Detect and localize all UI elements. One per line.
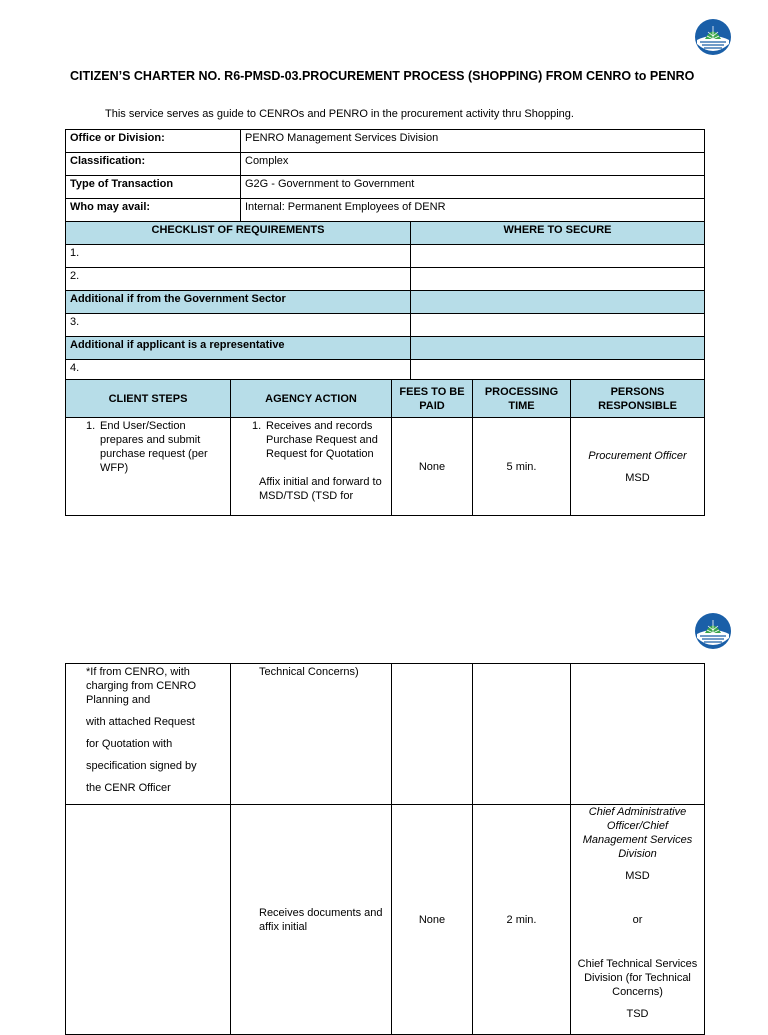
fees-cell: None (392, 418, 473, 516)
where-to-secure-cell (411, 245, 705, 268)
persons-responsible-cell (571, 805, 705, 1035)
checklist-row (66, 245, 705, 268)
processing-time-cell: 2 min. (473, 805, 571, 1035)
info-value: G2G - Government to Government (241, 176, 705, 199)
info-label: Office or Division: (66, 130, 241, 153)
info-row (66, 199, 705, 222)
where-to-secure-cell (411, 291, 705, 314)
denr-logo (694, 18, 732, 56)
fees-header: FEES TO BE PAID (392, 380, 473, 418)
checklist-item: 2. (66, 268, 411, 291)
client-step-cell (66, 805, 231, 1035)
checklist-row (66, 268, 705, 291)
agency-action (252, 419, 387, 461)
client-step-text: *If from CENRO, with charging from CENRO Planning and (86, 666, 197, 706)
info-row (66, 176, 705, 199)
persons-responsible-cell (571, 664, 705, 805)
checklist-item: 3. (66, 314, 411, 337)
where-to-secure-cell (411, 268, 705, 291)
action-number: 1. (252, 420, 262, 432)
info-row (66, 130, 705, 153)
client-step (86, 419, 226, 475)
client-step-text: specification signed by (86, 760, 197, 772)
person-responsible: Chief Technical Services Division (for Technical Concerns) (577, 958, 698, 998)
fees-cell (392, 664, 473, 805)
processing-time-cell: 5 min. (473, 418, 571, 516)
agency-action-cell: Technical Concerns) (231, 664, 392, 805)
person-responsible: Procurement Officer (588, 449, 687, 462)
page-subtitle: This service serves as guide to CENROs and PENRO in the procurement activity thru Shopping. (105, 108, 574, 120)
info-value: Internal: Permanent Employees of DENR (241, 199, 705, 222)
checklist-band-row (66, 337, 705, 360)
info-table (65, 129, 705, 382)
step-row (66, 664, 705, 805)
fees-cell: None (392, 805, 473, 1035)
agency-action-cell: Receives documents and affix initial (231, 805, 392, 1035)
persons-responsible-cell (571, 418, 705, 516)
office: TSD (626, 1008, 649, 1020)
checklist-row (66, 314, 705, 337)
where-to-secure-cell (411, 337, 705, 360)
agency-action-header: AGENCY ACTION (231, 380, 392, 418)
denr-logo (694, 612, 732, 650)
processing-time-header: PROCESSING TIME (473, 380, 571, 418)
checklist-item: 4. (66, 360, 411, 382)
step-row (66, 418, 705, 516)
checklist-header-row (66, 222, 705, 245)
office: MSD (625, 870, 650, 882)
client-step-cell (66, 418, 231, 516)
info-label: Classification: (66, 153, 241, 176)
process-steps-table (65, 379, 705, 516)
person-responsible: Chief Administrative Officer/Chief Management Services Division (582, 806, 693, 860)
persons-responsible-header: PERSONS RESPONSIBLE (571, 380, 705, 418)
agency-action-text: Receives and records Purchase Request and Request for Quotation (266, 420, 378, 460)
processing-time-cell (473, 664, 571, 805)
step-row (66, 805, 705, 1035)
info-row (66, 153, 705, 176)
where-to-secure-header: WHERE TO SECURE (411, 222, 705, 245)
checklist-header: CHECKLIST OF REQUIREMENTS (66, 222, 411, 245)
step-number: 1. (86, 420, 96, 432)
client-step-text: End User/Section prepares and submit purchase request (per WFP) (100, 420, 208, 474)
process-steps-table-continued (65, 663, 705, 1035)
client-steps-header: CLIENT STEPS (66, 380, 231, 418)
client-step-cell (66, 664, 231, 805)
or-separator: or (632, 914, 643, 926)
client-step-text: with attached Request (86, 716, 195, 728)
office: MSD (625, 471, 650, 484)
info-label: Type of Transaction (66, 176, 241, 199)
client-step-text: the CENR Officer (86, 782, 171, 794)
client-step-text: for Quotation with (86, 738, 173, 750)
info-value: PENRO Management Services Division (241, 130, 705, 153)
checklist-band-row (66, 291, 705, 314)
checklist-band: Additional if applicant is a representative (66, 337, 411, 360)
checklist-band: Additional if from the Government Sector (66, 291, 411, 314)
agency-action-cell (231, 418, 392, 516)
where-to-secure-cell (411, 314, 705, 337)
checklist-item: 1. (66, 245, 411, 268)
info-value: Complex (241, 153, 705, 176)
page-title: CITIZEN’S CHARTER NO. R6-PMSD-03.PROCUREMENT PROCESS (SHOPPING) FROM CENRO to PENRO (70, 69, 695, 83)
info-label: Who may avail: (66, 199, 241, 222)
agency-action-note: Affix initial and forward to MSD/TSD (TSD for (259, 476, 382, 502)
steps-header-row (66, 380, 705, 418)
